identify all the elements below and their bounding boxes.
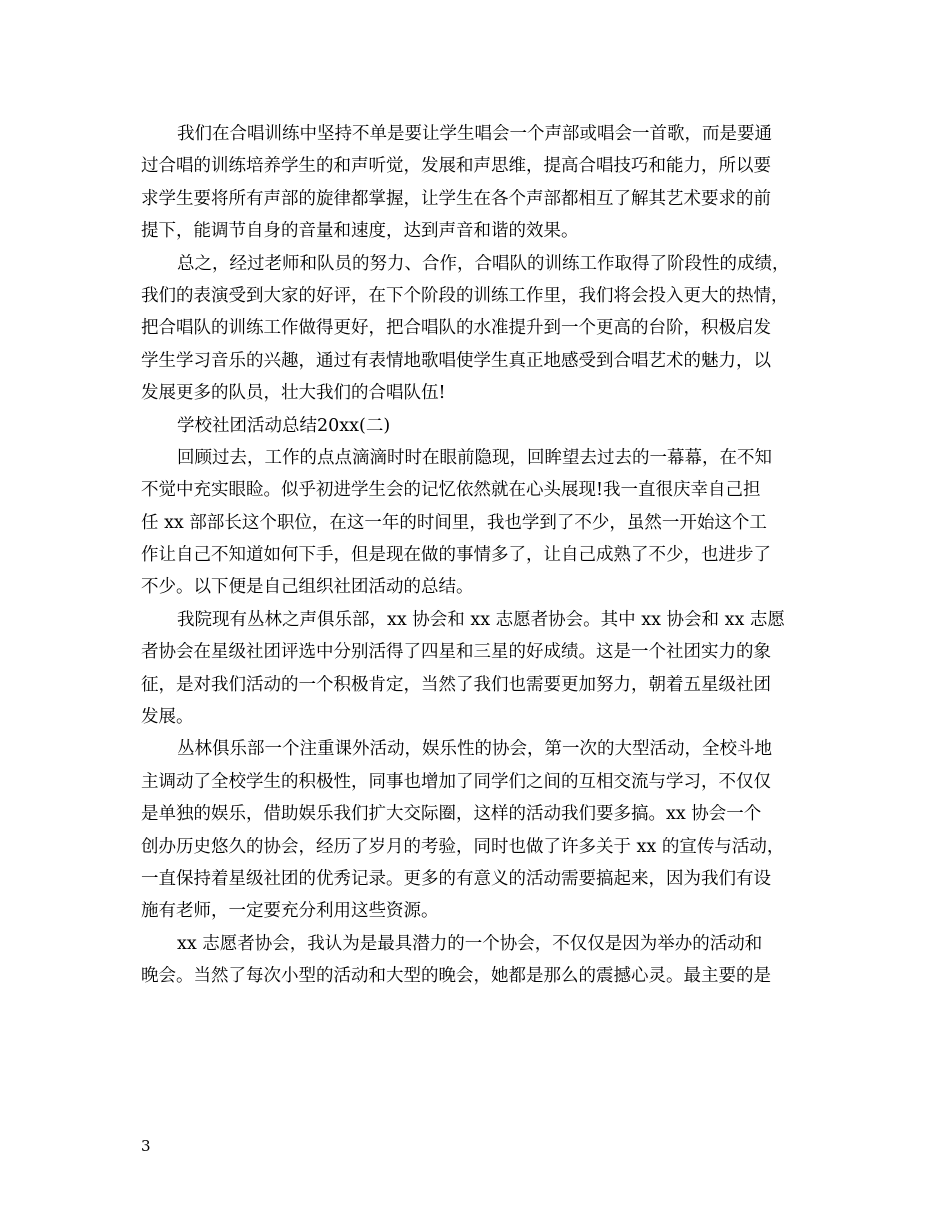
paragraph-6	[141, 928, 821, 993]
paragraph-line: 丛林俱乐部一个注重课外活动，娱乐性的协会，第一次的大型活动，全校斗地	[177, 739, 772, 760]
paragraph-line: 一直保持着星级社团的优秀记录。更多的有意义的活动需要搞起来，因为我们有设	[141, 868, 771, 889]
paragraph-line: 征，是对我们活动的一个积极肯定，当然了我们也需要更加努力，朝着五星级社团	[141, 674, 771, 695]
paragraph-line: 总之，经过老师和队员的努力、合作，合唱队的训练工作取得了阶段性的成绩，	[177, 253, 790, 274]
document-body	[141, 118, 821, 993]
paragraph-line: 过合唱的训练培养学生的和声听觉，发展和声思维，提高合唱技巧和能力，所以要	[141, 156, 771, 177]
section-heading-text: 学校社团活动总结20xx(二)	[177, 415, 391, 436]
paragraph-line: 不觉中充实眼睑。似乎初进学生会的记忆依然就在心头展现!我一直很庆幸自己担	[141, 480, 761, 501]
paragraph-line: xx 志愿者协会，我认为是最具潜力的一个协会，不仅仅是因为举办的活动和	[177, 933, 763, 954]
paragraph-4	[141, 604, 821, 734]
paragraph-5	[141, 733, 821, 927]
paragraph-line: 创办历史悠久的协会，经历了岁月的考验，同时也做了许多关于 xx 的宣传与活动，	[141, 836, 785, 857]
paragraph-line: 求学生要将所有声部的旋律都掌握，让学生在各个声部都相互了解其艺术要求的前	[141, 188, 771, 209]
paragraph-line: 施有老师，一定要充分利用这些资源。	[141, 901, 439, 922]
paragraph-line: 我们在合唱训练中坚持不单是要让学生唱会一个声部或唱会一首歌，而是要通	[177, 124, 772, 144]
paragraph-line: 发展更多的队员，壮大我们的合唱队伍!	[141, 383, 446, 404]
paragraph-line: 不少。以下便是自己组织社团活动的总结。	[141, 577, 474, 598]
paragraph-line: 主调动了全校学生的积极性，同事也增加了同学们之间的互相交流与学习，不仅仅	[141, 771, 771, 792]
paragraph-line: 把合唱队的训练工作做得更好，把合唱队的水准提升到一个更高的台阶，积极启发	[141, 318, 771, 339]
section-heading	[141, 410, 821, 442]
paragraph-line: 提下，能调节自身的音量和速度，达到声音和谐的效果。	[141, 221, 579, 242]
paragraph-1	[141, 118, 821, 248]
paragraph-line: 学生学习音乐的兴趣，通过有表情地歌唱使学生真正地感受到合唱艺术的魅力，以	[141, 350, 771, 371]
page-number: 3	[141, 1137, 151, 1155]
paragraph-line: 回顾过去，工作的点点滴滴时时在眼前隐现，回眸望去过去的一幕幕，在不知	[177, 447, 772, 468]
paragraph-line: 作让自己不知道如何下手，但是现在做的事情多了，让自己成熟了不少，也进步了	[141, 545, 771, 566]
paragraph-line: 者协会在星级社团评选中分别活得了四星和三星的好成绩。这是一个社团实力的象	[141, 642, 771, 663]
paragraph-2	[141, 248, 821, 410]
paragraph-line: 我们的表演受到大家的好评，在下个阶段的训练工作里，我们将会投入更大的热情，	[141, 285, 789, 306]
paragraph-line: 晚会。当然了每次小型的活动和大型的晚会，她都是那么的震撼心灵。最主要的是	[141, 966, 771, 987]
paragraph-line: 我院现有丛林之声俱乐部，xx 协会和 xx 志愿者协会。其中 xx 协会和 xx 志愿	[177, 609, 785, 630]
paragraph-3	[141, 442, 821, 604]
paragraph-line: 是单独的娱乐，借助娱乐我们扩大交际圈，这样的活动我们要多搞。xx 协会一个	[141, 804, 762, 825]
paragraph-line: 任 xx 部部长这个职位，在这一年的时间里，我也学到了不少，虽然一开始这个工	[141, 512, 767, 533]
paragraph-line: 发展。	[141, 707, 194, 728]
